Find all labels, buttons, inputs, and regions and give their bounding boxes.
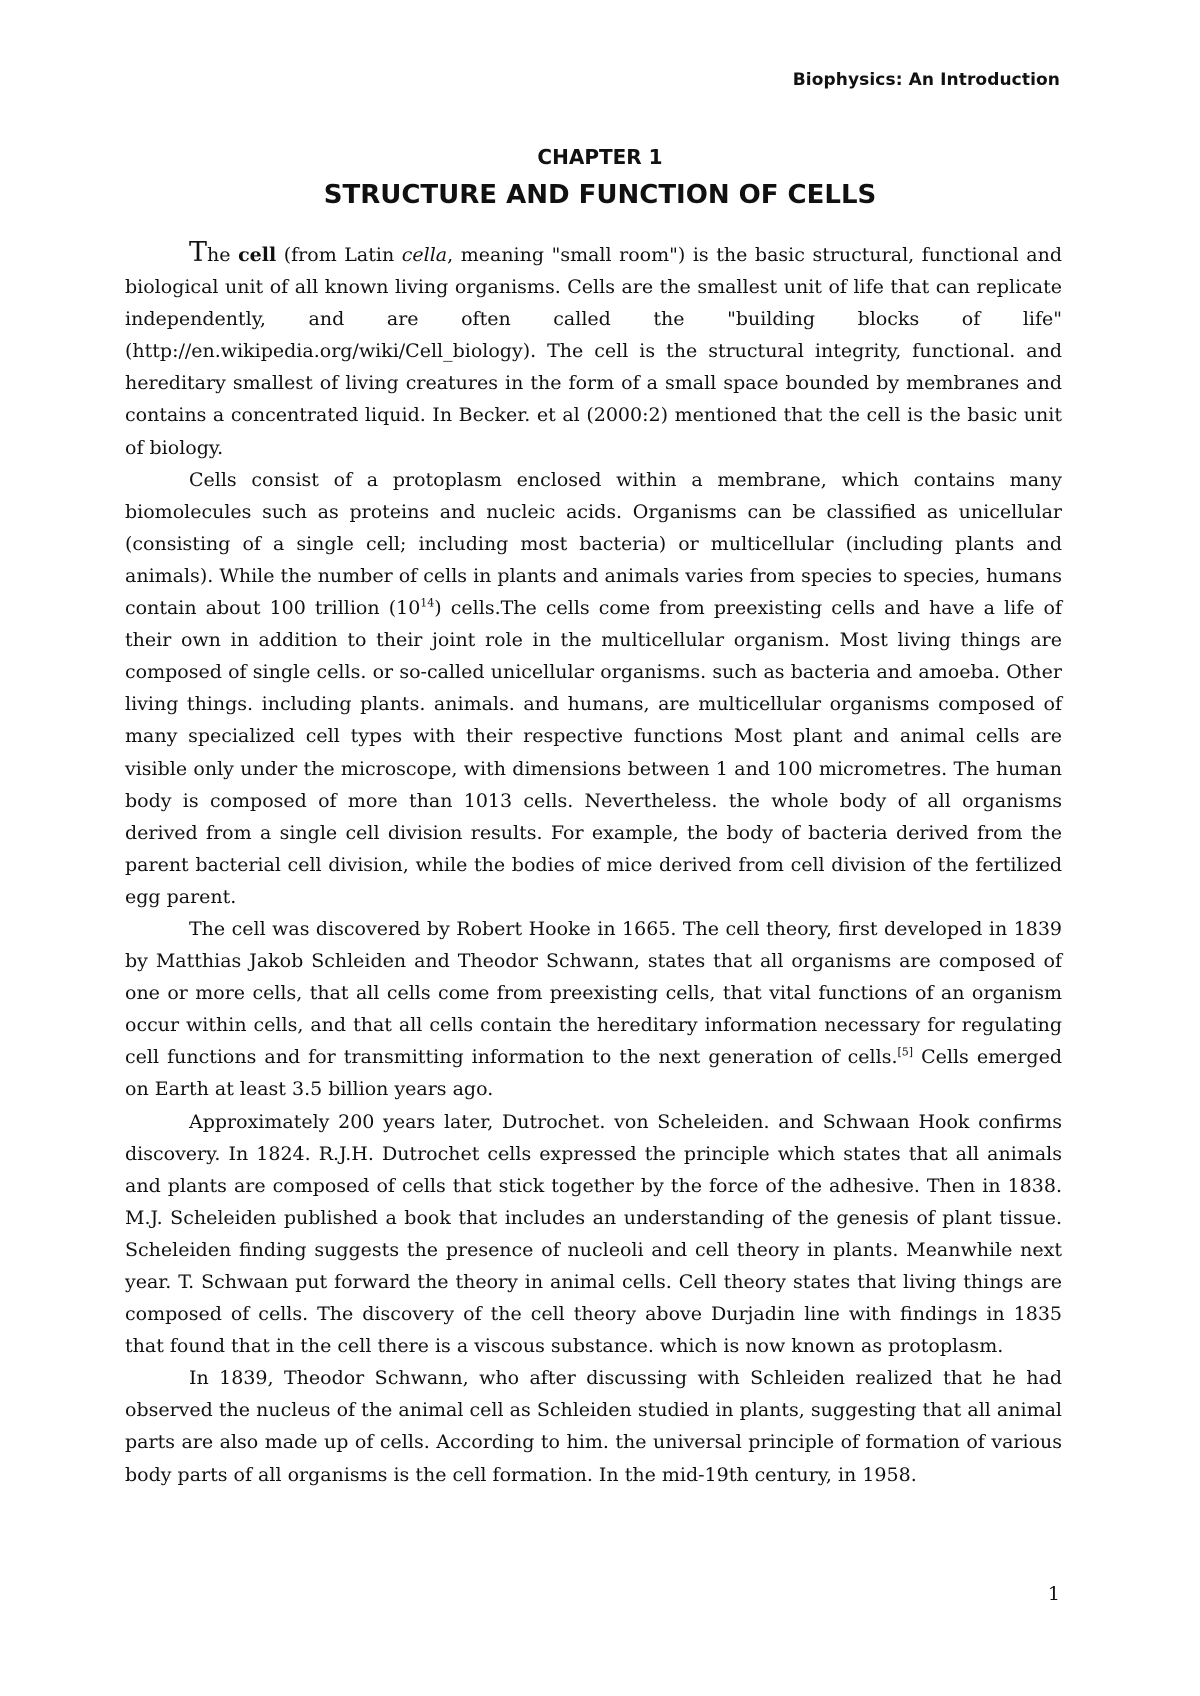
superscript: 14	[420, 596, 435, 610]
italic-term: cella	[401, 244, 448, 266]
paragraph-5: In 1839, Theodor Schwann, who after discussing with Schleiden realized that he had observed the nucleus of the animal cell as Schleiden studied in plants, suggesting that all animal parts are also made up of cells. According to him. the universal principle of formation of various body parts of all organisms is the cell formation. In the mid-19th century, in 1958.	[125, 1367, 1062, 1486]
paragraph-2	[125, 464, 1062, 913]
chapter-title: STRUCTURE AND FUNCTION OF CELLS	[323, 180, 877, 210]
text-run: (from Latin	[276, 244, 402, 266]
chapter-label: CHAPTER 1	[537, 145, 663, 169]
text-run: , meaning "small room") is the basic structural, functional and biological unit of all known living organisms. Cells are the smallest unit of life that can replicate independently, and are often called the "building blocks of life" (http://en.wikipedia.org/wiki/Cell_biology). The cell is the structural integrity, functional. and hereditary smallest of living creatures in the form of a small space bounded by membranes and contains a concentrated liquid. In Becker. et al (2000:2) mentioned that the cell is the basic unit of biology.	[125, 244, 1062, 459]
paragraph-1	[125, 237, 1062, 464]
text-run: Cells emerged on Earth at least 3.5 billion years ago.	[125, 1046, 1062, 1101]
drop-cap: T	[189, 237, 208, 268]
body-text	[125, 237, 1062, 1491]
bold-term: cell	[238, 244, 277, 266]
paragraph-3	[125, 913, 1062, 1106]
text-run: he	[207, 244, 239, 266]
text-run: The cell was discovered by Robert Hooke in 1665. The cell theory, first developed in 1839 by Matthias Jakob Schleiden and Theodor Schwann, states that all organisms are composed of one or more cells, that all cells come from preexisting cells, that vital functions of an organism occur within cells, and that all cells contain the hereditary information necessary for regulating cell functions and for transmitting information to the next generation of cells.	[125, 917, 1062, 1069]
paragraph-4: Approximately 200 years later, Dutrochet. von Scheleiden. and Schwaan Hook confirms discovery. In 1824. R.J.H. Dutrochet cells expressed the principle which states that all animals and plants are composed of cells that stick together by the force of the adhesive. Then in 1838. M.J. Scheleiden published a book that includes an understanding of the genesis of plant tissue. Scheleiden finding suggests the presence of nucleoli and cell theory in plants. Meanwhile next year. T. Schwaan put forward the theory in animal cells. Cell theory states that living things are composed of cells. The discovery of the cell theory above Durjadin line with findings in 1835 that found that in the cell there is a viscous substance. which is now known as protoplasm.	[125, 1110, 1062, 1358]
page-number: 1	[1047, 1583, 1060, 1605]
citation-superscript: [5]	[897, 1046, 914, 1060]
running-header: Biophysics: An Introduction	[792, 70, 1060, 90]
text-run: Cells consist of a protoplasm enclosed within a membrane, which contains many biomolecules such as proteins and nucleic acids. Organisms can be classified as unicellular (consisting of a single cell; including most bacteria) or multicellular (including plants and animals). While the number of cells in plants and animals varies from species to species, humans contain about 100 trillion (10	[125, 468, 1062, 620]
text-run: ) cells.The cells come from preexisting cells and have a life of their own in addition to their joint role in the multicellular organism. Most living things are composed of single cells. or so-called unicellular organisms. such as bacteria and amoeba. Other living things. including plants. animals. and humans, are multicellular organisms composed of many specialized cell types with their respective functions Most plant and animal cells are visible only under the microscope, with dimensions between 1 and 100 micrometres. The human body is composed of more than 1013 cells. Nevertheless. the whole body of all organisms derived from a single cell division results. For example, the body of bacteria derived from the parent bacterial cell division, while the bodies of mice derived from cell division of the fertilized egg parent.	[125, 597, 1062, 908]
